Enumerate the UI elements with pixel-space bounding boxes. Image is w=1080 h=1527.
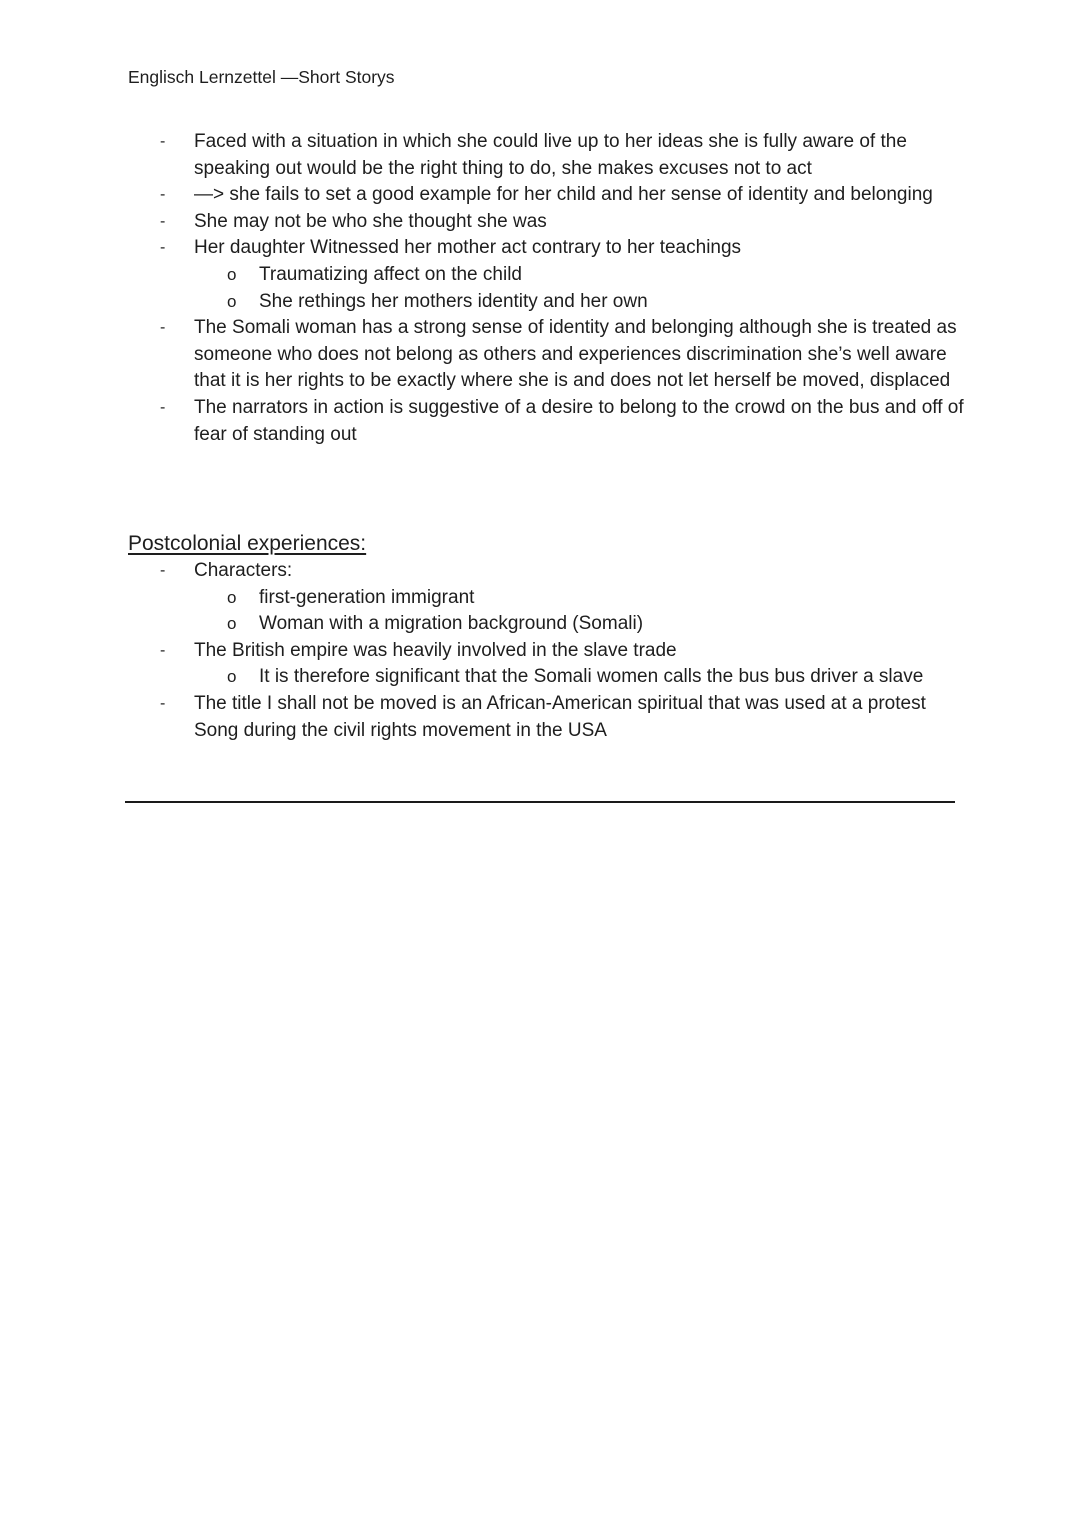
header-separator: — — [275, 67, 299, 87]
bullet-list — [128, 558, 968, 744]
sub-bullet-list — [194, 262, 968, 315]
bullet-item — [128, 235, 968, 315]
sub-bullet-item — [128, 262, 968, 289]
bullet-text: The British empire was heavily involved in the slave trade — [194, 639, 677, 661]
dash-bullet-icon: - — [160, 694, 166, 712]
sub-bullet-item — [128, 664, 968, 691]
sub-bullet-text: Woman with a migration background (Somali) — [259, 613, 644, 635]
sub-bullet-text: first-generation immigrant — [259, 586, 475, 608]
sub-bullet-text: Traumatizing affect on the child — [259, 263, 522, 285]
circle-bullet-icon: o — [227, 614, 237, 634]
circle-bullet-icon: o — [227, 264, 237, 284]
bullet-item — [128, 395, 968, 448]
bullet-item — [128, 315, 968, 395]
dash-bullet-icon: - — [160, 641, 166, 659]
header-topic: Short Storys — [298, 67, 395, 87]
dash-bullet-icon: - — [160, 212, 166, 230]
circle-bullet-icon: o — [227, 587, 237, 607]
bullet-item — [128, 691, 968, 744]
circle-bullet-icon: o — [227, 291, 237, 311]
section-heading-postcolonial: Postcolonial experiences: — [128, 532, 367, 555]
sub-bullet-item — [128, 611, 968, 638]
dash-bullet-icon: - — [160, 398, 166, 416]
bullet-text: The title I shall not be moved is an African-American spiritual that was used at a protest Song during the civil rights movement in the USA — [194, 692, 926, 741]
bullet-text: Her daughter Witnessed her mother act contrary to her teachings — [194, 237, 742, 259]
notes-section-identity — [128, 129, 968, 448]
bullet-text: The Somali woman has a strong sense of identity and belonging although she is treated as someone who does not belong as others and experiences discrimination she’s well aware that it is her rights to be exactly where she is and does not let herself be moved, displaced — [194, 317, 957, 392]
bullet-item — [128, 638, 968, 691]
dash-bullet-icon: - — [160, 319, 166, 337]
bullet-text: Characters: — [194, 560, 293, 581]
sub-bullet-list — [194, 664, 968, 691]
circle-bullet-icon: o — [227, 667, 237, 687]
dash-bullet-icon: - — [160, 186, 166, 204]
notes-section-postcolonial — [128, 558, 968, 744]
bullet-item — [128, 209, 968, 236]
page-header — [128, 64, 395, 90]
sub-bullet-text: It is therefore significant that the Somali women calls the bus bus driver a slave — [259, 666, 924, 688]
bullet-item — [128, 129, 968, 182]
dash-bullet-icon: - — [160, 133, 166, 150]
sub-bullet-text: She rethings her mothers identity and her own — [259, 290, 648, 312]
bullet-item — [128, 558, 968, 638]
sub-bullet-item — [128, 289, 968, 316]
sub-bullet-list — [194, 585, 968, 638]
sub-bullet-item — [128, 585, 968, 612]
horizontal-divider — [125, 801, 955, 803]
bullet-item — [128, 182, 968, 209]
dash-bullet-icon: - — [160, 562, 166, 579]
bullet-text: Faced with a situation in which she could live up to her ideas she is fully aware of the speaking out would be the right thing to do, she makes excuses not to act — [194, 131, 907, 179]
bullet-text: She may not be who she thought she was — [194, 210, 547, 232]
header-title: Englisch Lernzettel — [128, 67, 276, 87]
bullet-list — [128, 129, 968, 448]
bullet-text: —> she fails to set a good example for her child and her sense of identity and belonging — [194, 184, 933, 206]
bullet-text: The narrators in action is suggestive of a desire to belong to the crowd on the bus and off of fear of standing out — [194, 396, 964, 445]
dash-bullet-icon: - — [160, 239, 166, 257]
